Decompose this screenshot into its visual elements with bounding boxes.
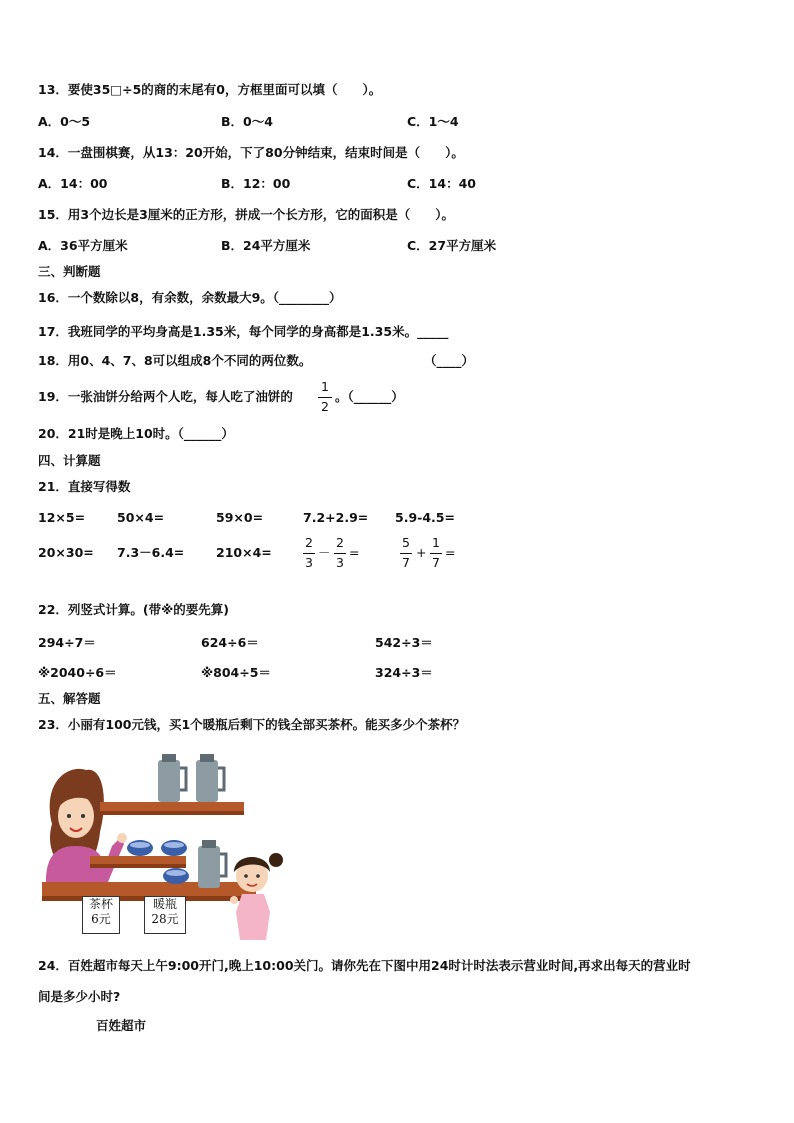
fraction-denominator: 7 <box>402 554 410 570</box>
q19-fraction-denominator: 2 <box>321 398 329 414</box>
q21-item: 7.2+2.9= <box>303 510 369 525</box>
q15-option-c: C．27平方厘米 <box>407 238 497 253</box>
q13-stem: 13．要使35□÷5的商的末尾有0，方框里面可以填（ ）。 <box>38 82 382 97</box>
q13-option-b: B．0～4 <box>221 114 273 129</box>
price-tag-cup-price: 6元 <box>91 912 111 926</box>
section-judgement-heading: 三、判断题 <box>38 264 101 279</box>
fraction-denominator: 3 <box>336 554 344 570</box>
q24-store-name: 百姓超市 <box>96 1018 147 1033</box>
q13-option-c: C．1～4 <box>407 114 459 129</box>
q22-title: 22．列竖式计算。(带※的要先算) <box>38 602 229 617</box>
price-tag-flask-name: 暖瓶 <box>152 897 177 911</box>
q15-stem: 15．用3个边长是3厘米的正方形，拼成一个长方形，它的面积是（ ）。 <box>38 207 455 222</box>
q21-operator: + <box>416 545 427 560</box>
q22-item: 624÷6＝ <box>201 635 259 650</box>
price-tag-flask <box>144 896 186 934</box>
price-tag-cup-name: 茶杯 <box>88 897 113 911</box>
q24-line1: 24．百姓超市每天上午9:00开门,晚上10:00关门。请你先在下图中用24时计时法表示营业时间,再求出每天的营业时 <box>38 958 691 973</box>
q14-option-b: B．12：00 <box>221 176 291 191</box>
q20-text: 20．21时是晚上10时。（______） <box>38 426 234 441</box>
q19-tail: 。（______） <box>335 389 404 404</box>
q21-operator: － <box>318 545 331 560</box>
q22-item: 324÷3＝ <box>375 665 433 680</box>
price-tag-flask-price: 28元 <box>151 912 179 926</box>
fraction-numerator: 2 <box>305 535 313 550</box>
q19-fraction <box>318 381 332 413</box>
q17-text: 17．我班同学的平均身高是1.35米，每个同学的身高都是1.35米。_____ <box>38 324 449 339</box>
section-calculation-heading: 四、计算题 <box>38 453 101 468</box>
q21-item: 50×4= <box>117 510 165 525</box>
q23-stem: 23．小丽有100元钱，买1个暖瓶后剩下的钱全部买茶杯。能买多少个茶杯？ <box>38 717 466 732</box>
q18-blank: （____） <box>424 353 475 368</box>
q21-fraction <box>303 537 315 569</box>
q23-illustration <box>38 742 288 940</box>
q16-text: 16．一个数除以8，有余数，余数最大9。（________） <box>38 290 342 305</box>
q13-option-a: A．0～5 <box>38 114 91 129</box>
q22-item: ※804÷5＝ <box>201 665 271 680</box>
q21-item: 59×0= <box>216 510 264 525</box>
q15-option-a: A．36平方厘米 <box>38 238 128 253</box>
q22-item: 294÷7＝ <box>38 635 96 650</box>
q21-equals: = <box>445 545 456 560</box>
q14-option-a: A．14：00 <box>38 176 108 191</box>
price-tag-cup <box>82 896 120 934</box>
q21-item: 5.9-4.5= <box>395 510 455 525</box>
q22-item: ※2040÷6＝ <box>38 665 117 680</box>
q21-fraction <box>334 537 346 569</box>
q21-item: 12×5= <box>38 510 86 525</box>
fraction-numerator: 1 <box>432 535 440 550</box>
fraction-denominator: 7 <box>432 554 440 570</box>
q19-stem: 19．一张油饼分给两个人吃，每人吃了油饼的 <box>38 389 293 404</box>
q15-option-b: B．24平方厘米 <box>221 238 311 253</box>
q14-option-c: C．14：40 <box>407 176 476 191</box>
q21-equals: = <box>349 545 360 560</box>
q21-item: 210×4= <box>216 545 272 560</box>
fraction-denominator: 3 <box>305 554 313 570</box>
q21-item: 20×30= <box>38 545 94 560</box>
q22-item: 542÷3＝ <box>375 635 433 650</box>
q21-fraction <box>430 537 442 569</box>
q18-stem: 18．用0、4、7、8可以组成8个不同的两位数。 <box>38 353 312 368</box>
q21-title: 21．直接写得数 <box>38 479 131 494</box>
fraction-numerator: 5 <box>402 535 410 550</box>
section-word-problems-heading: 五、解答题 <box>38 691 101 706</box>
q19-fraction-numerator: 1 <box>321 379 329 394</box>
q24-line2: 间是多少小时? <box>38 989 121 1004</box>
fraction-numerator: 2 <box>336 535 344 550</box>
q14-stem: 14．一盘围棋赛，从13：20开始，下了80分钟结束，结束时间是（ ）。 <box>38 145 464 160</box>
q21-fraction <box>400 537 412 569</box>
q21-item: 7.3－6.4= <box>117 545 185 560</box>
